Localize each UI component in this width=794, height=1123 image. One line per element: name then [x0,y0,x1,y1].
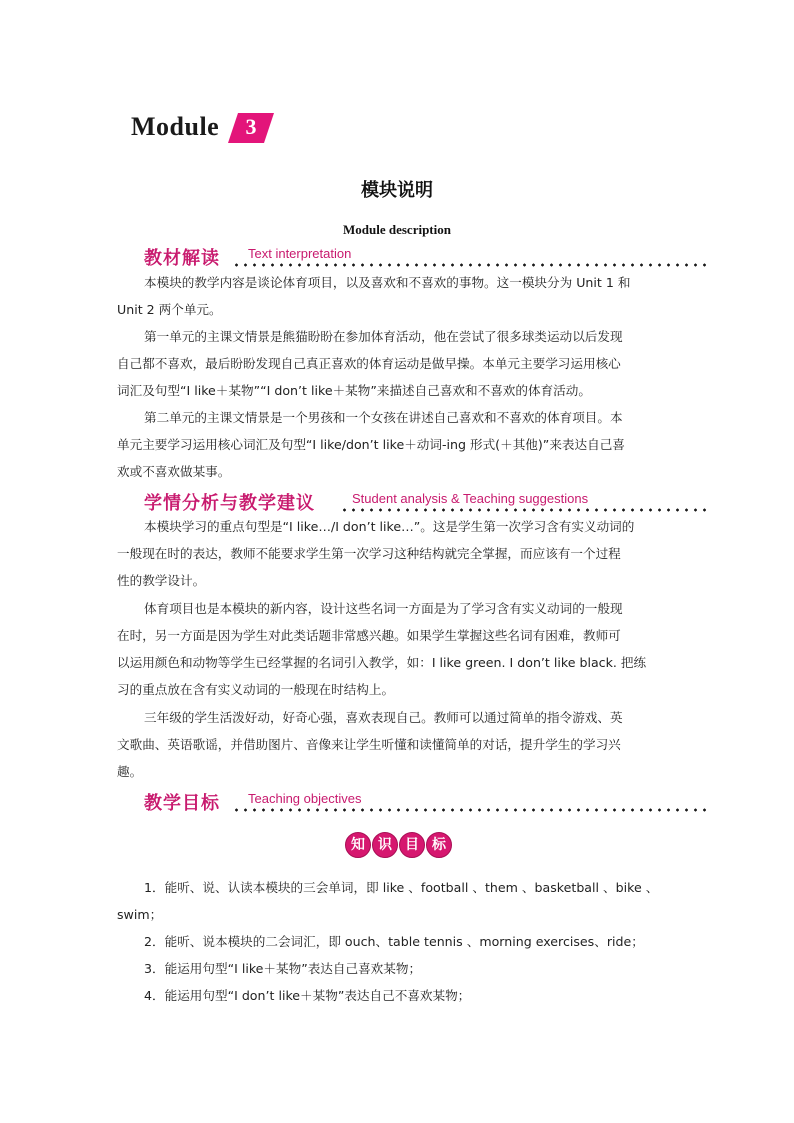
text-line: 一般现在时的表达，教师不能要求学生第一次学习这种结构就完全掌握，而应该有一个过程 [117,546,621,561]
text-line: 习的重点放在含有实义动词的一般现在时结构上。 [117,682,395,697]
page-title: 模块说明 [361,180,433,201]
text-line: 体育项目也是本模块的新内容，设计这些名词一方面是为了学习含有实义动词的一般现 [144,601,623,616]
objective-item: 4．能运用句型“I don’t like＋某物”表达自己不喜欢某物； [144,988,471,1003]
objective-item-cont: swim； [117,907,163,922]
module-number-badge [228,113,274,143]
text-line: 三年级的学生活泼好动，好奇心强，喜欢表现自己。教师可以通过简单的指令游戏、英 [144,710,623,725]
text-line: 欢或不喜欢做某事。 [117,464,231,479]
module-number: 3 [245,114,257,139]
objectives-list [117,874,687,1009]
badge-char: 标 [426,832,452,858]
text-line: 第二单元的主课文情景是一个男孩和一个女孩在讲述自己喜欢和不喜欢的体育项目。本 [144,410,623,425]
paragraph [117,323,677,404]
paragraph [117,595,677,703]
text-line: 本模块学习的重点句型是“I like…/I don’t like…”。这是学生第一次学习含有实义动词的 [144,519,635,534]
module-label: Module [131,112,220,141]
section-heading-en: Student analysis & Teaching suggestions [352,491,589,506]
text-line: 单元主要学习运用核心词汇及句型“I like/don’t like＋动词-ing 形式(＋其他)”来表达自己喜 [117,437,625,452]
text-line: 趣。 [117,764,143,779]
paragraph [117,704,677,785]
section-heading-cn: 教学目标 [144,793,220,814]
badge-char: 知 [345,832,371,858]
badge-char: 目 [399,832,425,858]
section-heading-teaching-objectives [144,789,710,813]
objective-item: 1．能听、说、认读本模块的三会单词，即 like 、football 、them 、basketball 、bike 、 [144,880,659,895]
text-line: 文歌曲、英语歌谣，并借助图片、音像来让学生听懂和读懂简单的对话，提升学生的学习兴 [117,737,621,752]
text-line: Unit 2 两个单元。 [117,302,222,317]
text-line: 在时，另一方面是因为学生对此类话题非常感兴趣。如果学生掌握这些名词有困难，教师可 [117,628,621,643]
text-line: 以运用颜色和动物等学生已经掌握的名词引入教学，如：I like green. I don’t like black. 把练 [117,655,647,670]
section-heading-cn: 教材解读 [144,248,220,269]
objective-item: 2．能听、说本模块的二会词汇，即 ouch、table tennis 、morning exercises、ride； [144,934,644,949]
section-heading-student-analysis [144,489,710,513]
badge-char: 识 [372,832,398,858]
section-heading-text-interpretation [144,244,710,268]
text-line: 词汇及句型“I like＋某物”“I don’t like＋某物”来描述自己喜欢和不喜欢的体育活动。 [117,383,591,398]
dotted-divider [340,508,710,512]
dotted-divider [232,263,710,267]
text-line: 自己都不喜欢，最后盼盼发现自己真正喜欢的体育运动是做早操。本单元主要学习运用核心 [117,356,621,371]
knowledge-objectives-badge [345,832,453,860]
paragraph [117,269,677,323]
section-heading-en: Teaching objectives [248,791,362,806]
text-line: 第一单元的主课文情景是熊猫盼盼在参加体育活动，他在尝试了很多球类运动以后发现 [144,329,623,344]
paragraph [117,404,677,485]
section-heading-cn: 学情分析与教学建议 [144,493,315,514]
dotted-divider [232,808,710,812]
text-line: 本模块的教学内容是谈论体育项目，以及喜欢和不喜欢的事物。这一模块分为 Unit 1 和 [144,275,631,290]
page-subtitle: Module description [343,222,451,237]
paragraph [117,513,677,594]
text-line: 性的教学设计。 [117,573,206,588]
objective-item: 3．能运用句型“I like＋某物”表达自己喜欢某物； [144,961,422,976]
section-heading-en: Text interpretation [248,246,352,261]
